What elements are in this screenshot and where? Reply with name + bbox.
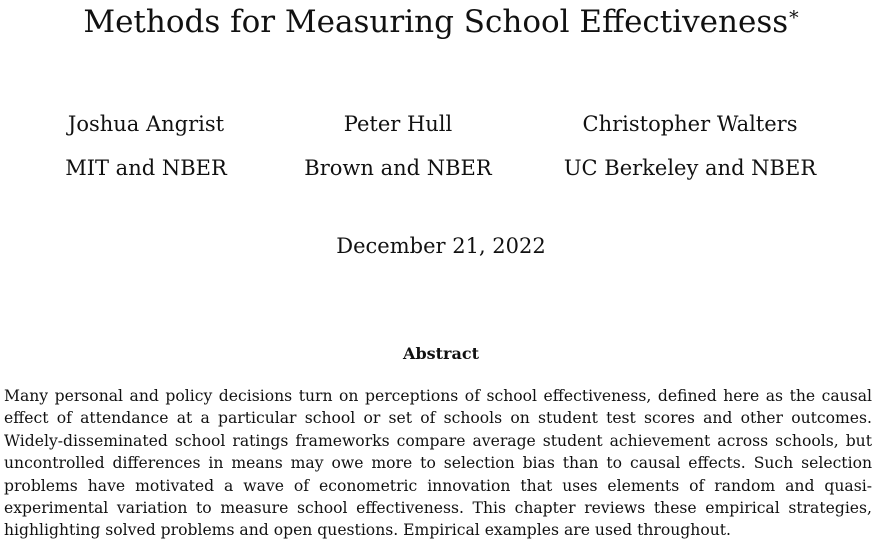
author-block-walters: [548, 110, 832, 182]
paper-date: December 21, 2022: [336, 234, 546, 258]
paper-title-text: Methods for Measuring School Effectiveness: [83, 4, 789, 40]
title-footnote-mark: *: [789, 7, 799, 29]
author-name: Christopher Walters: [582, 112, 798, 136]
author-affiliation: MIT and NBER: [65, 156, 227, 180]
abstract-body: Many personal and policy decisions turn on perceptions of school effectiveness, defined here as the causal effect of attendance at a particular school or set of schools on student test scores and other outcomes. Widely-disseminated school ratings frameworks compare average student achievement across schools, but uncontrolled differences in means may owe more to selection bias than to causal effects. Such selection problems have motivated a wave of econometric innovation that uses elements of random and quasi-experimental variation to measure school effectiveness. This chapter reviews these empirical strategies, highlighting solved problems and open questions. Empirical examples are used throughout.: [4, 387, 872, 540]
author-affiliation: UC Berkeley and NBER: [563, 156, 817, 180]
author-block-angrist: [40, 110, 252, 182]
paper-title: [0, 2, 882, 42]
abstract-heading: Abstract: [403, 344, 479, 363]
author-name: Joshua Angrist: [67, 112, 225, 136]
author-affiliation: Brown and NBER: [304, 156, 492, 180]
author-name: Peter Hull: [343, 112, 453, 136]
author-block-hull: [292, 110, 504, 182]
